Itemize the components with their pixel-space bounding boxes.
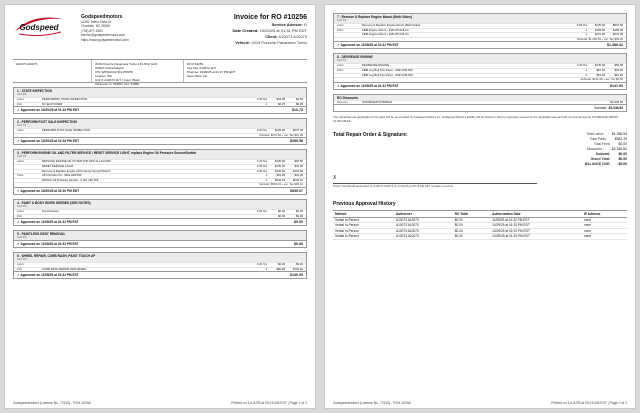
history-cell: none <box>582 217 627 222</box>
history-row <box>333 234 627 239</box>
history-cell: 10/29/25 at 01:33 PM EDT <box>490 223 582 228</box>
approval-status: ✓ Approved on 10/29/25 at 01:33 PM EDT <box>17 139 80 144</box>
history-cell: $0.00 <box>453 217 490 222</box>
page-footer <box>333 401 627 405</box>
job-line-item <box>14 102 306 107</box>
totals-row <box>537 162 627 167</box>
discount-row <box>334 100 626 105</box>
job-subtotal: Subtotal: $1,290.50 + est. Tax $99.92 <box>334 37 626 42</box>
totals-label: Total Parts: <box>589 136 607 141</box>
job-total: $130.00 <box>290 273 303 278</box>
line-type: Labor <box>17 159 25 164</box>
line-amount: $0.00 <box>296 208 303 213</box>
discount-amount: -$2,346.82 <box>609 99 623 104</box>
job-line-item <box>334 63 626 68</box>
line-description: API Oil Filter Kit - 9001.094/760 <box>42 174 82 178</box>
discount-desc: GODSPEED INTERNAL <box>362 100 393 104</box>
vehicle-label: Vehicle: <box>235 40 251 45</box>
line-quantity: 0.40 hrs <box>576 63 587 68</box>
job-title: 5 - PAINTLESS DENT REMOVAL <box>14 231 306 236</box>
line-description: DEGREASE ENGINE <box>362 64 390 68</box>
job-line-item <box>14 262 306 267</box>
footer-license: Godspeedmotors (License No. 72110) - RO# 10256 <box>333 401 411 405</box>
line-quantity: 1 <box>585 72 587 77</box>
totals-label: Total Labor: <box>586 131 604 136</box>
history-cell: A10073 A10073 <box>394 234 453 239</box>
line-type: Part <box>17 266 23 271</box>
approval-status: ✓ Approved on 10/29/25 at 01:33 PM EDT <box>17 108 80 113</box>
line-type: Part <box>17 101 23 106</box>
line-price: $135.00 <box>274 128 285 133</box>
job-approval-row <box>14 271 306 278</box>
job-line-item <box>334 23 626 28</box>
totals-value: $0.00 <box>618 161 627 166</box>
vehicle-line: Odometer In: 61859 | Out: 61859 <box>95 82 139 86</box>
line-type <box>17 179 42 183</box>
totals-signature <box>333 132 627 188</box>
created-label: Date Created: <box>232 28 259 33</box>
line-price: $6.25 <box>278 101 285 106</box>
invoice-header <box>5 5 315 51</box>
line-description: Remove & Replace Engine Mount (Both Sides) <box>362 24 421 27</box>
approval-status: ✓ Approved on 11/08/25 at 01:32 PM EST <box>337 43 399 48</box>
totals-heading: Total Repair Order & Signature: <box>333 131 408 138</box>
discounts-title: RO Discounts <box>334 95 626 100</box>
job-title: 4 - PAINT & BODY WORK NEEDED (SEE NOTES) <box>14 200 306 205</box>
vehicle-line: License: N/A <box>95 74 113 78</box>
job-box <box>13 118 307 145</box>
job-subtotal: Subtotal: $131.98 + est. Tax $9.55 <box>334 77 626 82</box>
approval-status: ✓ Approved on 11/08/25 at 01:32 PM EST <box>17 273 79 278</box>
line-description: Remove & Replace Engine Oil Pressure Sensor/Switch <box>42 169 111 173</box>
totals-value: $0.00 <box>618 151 627 156</box>
line-description: FEBI Lug Bolt Two-Piece - 9941.005.540 <box>362 73 413 77</box>
totals-table <box>537 132 627 188</box>
line-description: FEBI Engine Mount - 948.375.036 1G <box>362 33 409 37</box>
jobs-list-page-2 <box>325 13 635 90</box>
job-title: 8 - DEGREASE ENGINE <box>334 54 626 59</box>
job-tech: Tech P/S <box>14 236 306 240</box>
vehicle-line: 2015 Porsche Panamera Turbo 4.8L 8Cyl GAS <box>95 62 158 66</box>
job-line-item <box>14 267 306 272</box>
line-quantity: 0.01 hrs <box>256 208 267 213</box>
job-line-item <box>334 68 626 73</box>
approval-history <box>333 200 627 240</box>
line-amount: $34.29 <box>294 173 303 178</box>
line-description <box>42 263 253 267</box>
client-label: Client: <box>265 34 278 39</box>
line-amount: $4.69 <box>296 97 303 101</box>
line-type <box>337 33 362 37</box>
line-amount: $6.25 <box>296 101 303 106</box>
history-cell: Verbal In-Person <box>333 228 394 233</box>
line-quantity: 5.94 hrs <box>576 23 587 27</box>
line-quantity: 1 <box>265 101 267 106</box>
line-price: $135.00 <box>594 63 605 68</box>
job-line-item <box>14 214 306 219</box>
job-tech: Tech P/S <box>14 205 306 209</box>
history-cell: 11/08/25 at 01:32 PM EST <box>490 217 582 222</box>
job-line-item <box>14 97 306 102</box>
line-price: $15.49 <box>596 67 605 72</box>
line-description: RESET SERVICE LIGHT <box>42 164 74 168</box>
job-line-item <box>14 173 306 178</box>
job-tech: Tech T.S <box>14 124 306 128</box>
line-price: $245.19 <box>274 177 285 182</box>
customer-name: A10073 A10073 <box>16 62 38 66</box>
line-amount: $231.05 <box>612 32 623 37</box>
job-box <box>13 199 307 226</box>
line-description <box>42 215 253 219</box>
totals-value: $0.00 <box>618 141 627 146</box>
line-type: Labor <box>17 128 25 133</box>
totals-label: Total Fees: <box>593 141 611 146</box>
line-description: CURB RASH REPAIR PER WHEEL <box>42 267 87 271</box>
line-price: $135.00 <box>594 23 605 27</box>
advisor-value: R <box>304 22 307 27</box>
job-total: $289.58 <box>290 139 303 144</box>
discount-label: Discount <box>337 99 348 104</box>
history-header-row <box>333 210 627 217</box>
approval-status: ✓ Approved on 10/29/25 at 02:10 PM EDT <box>17 188 80 193</box>
job-box <box>13 230 307 248</box>
totals-value: $982.29 <box>614 136 627 141</box>
line-type <box>337 74 362 78</box>
history-cell: $0.00 <box>453 234 490 239</box>
line-type: Part <box>17 213 23 218</box>
totals-value: -$2,346.82 <box>610 146 627 151</box>
totals-value: $1,358.53 <box>611 131 627 136</box>
line-type: Parts <box>17 173 24 178</box>
invoice-page-1 <box>4 4 316 409</box>
ro-line: Save Parts: No <box>187 74 208 78</box>
line-description: PERFORM POST SALE INSPECTION <box>42 129 91 133</box>
line-type: Parts <box>337 67 344 72</box>
page-footer <box>13 401 307 405</box>
job-line-item <box>14 169 306 174</box>
job-title: 2 - PERFORM POST SALE INSPECTION <box>14 119 306 124</box>
history-column-header: Authorization Date <box>490 210 582 217</box>
vehicle-line: Unit #: A10073 11/7 | Color: Black <box>95 78 140 82</box>
line-amount: $40.50 <box>294 163 303 168</box>
warranty-disclaimer: The warranties are applicable for the parts will be as provided by Godspeed Motors Inc. Godspeed Motors's liability will be limited to what is expressly required by the applicable laws and will not extend beyond COVERAGE 12MOS 12,000 MILES. <box>333 115 618 123</box>
job-tech: Tech T.S <box>334 19 626 23</box>
line-price: $23.38 <box>276 97 285 101</box>
history-column-header: Authorizer <box>394 210 453 217</box>
line-amount: $183.95 <box>612 27 623 32</box>
ro-line: Promise: 10/29/25 at 01:37 PM EDT <box>187 70 236 74</box>
line-amount: $54.00 <box>614 63 623 68</box>
ro-line: Key Tag: A10073 11/7 <box>187 66 217 70</box>
job-tech: Tech P/S <box>14 258 306 262</box>
job-tech: Tech T.S <box>14 155 306 159</box>
created-value: 10/29/25 at 01:31 PM EDT <box>259 28 307 33</box>
history-cell: none <box>582 234 627 239</box>
job-subtotal: Subtotal: $270.00 + est. Tax $19.38 <box>14 133 306 138</box>
discount-subtotal-label: Subtotal: <box>594 106 607 111</box>
vehicle-cell <box>91 60 183 86</box>
job-total: $10.73 <box>292 108 303 113</box>
ro-line: RO # 10256 <box>187 62 204 66</box>
line-quantity: 1 <box>585 67 587 72</box>
history-column-header: IP Address <box>582 210 627 217</box>
history-cell: 10/29/25 at 02:10 PM EDT <box>490 228 582 233</box>
history-table <box>333 210 627 240</box>
invoice-title: Invoice for RO #10256 <box>233 14 307 21</box>
job-total: $0.00 <box>294 220 303 225</box>
job-box <box>333 13 627 49</box>
line-type: Labor <box>17 97 25 101</box>
approval-status: ✓ Approved on 11/08/25 at 01:32 PM EST <box>17 220 79 225</box>
history-cell: none <box>582 228 627 233</box>
line-type: Labor <box>337 23 345 27</box>
line-amount: $801.90 <box>612 23 623 27</box>
totals-value: $0.00 <box>618 156 627 161</box>
job-box <box>13 149 307 195</box>
line-amount: $15.49 <box>614 67 623 72</box>
totals-label: Discounts: <box>586 146 603 151</box>
job-tech: Tech P/S <box>14 93 306 97</box>
line-quantity: 2 <box>265 266 267 271</box>
line-price: $15.49 <box>596 72 605 77</box>
line-quantity <box>253 215 267 219</box>
jobs-list-page-1 <box>5 87 315 279</box>
line-description: REPLACE ENGINE OIL FILTER TOP OFF ALL FLUIDS <box>42 160 111 164</box>
totals-label: Subtotal: <box>595 151 611 156</box>
shop-phone: (704) 877-1500 <box>81 28 103 33</box>
discount-subtotal-value: -$2,346.82 <box>607 106 623 111</box>
line-price: $135.00 <box>274 163 285 168</box>
vehicle-value: 2015 Porsche Panamera Turbo <box>251 40 307 45</box>
job-total: $0.00 <box>294 242 303 247</box>
footer-printed: Printed on 11/11/25 at 09:15 AM EST | Page 2 of 2 <box>551 401 627 405</box>
job-line-item <box>14 209 306 214</box>
line-description: PERFORMNC STATE INSPECTION <box>42 98 88 101</box>
logo-text: Godspeed <box>19 23 59 32</box>
line-price: $34.29 <box>276 173 285 178</box>
job-box <box>13 252 307 279</box>
discount-subtotal-row <box>334 104 626 111</box>
job-total: $1,389.42 <box>607 43 623 48</box>
signature-note: Grand Total $0.00 authorized by A10073 A10073 on 11/11/25 at 09:15 AM EST verbally in-person <box>333 183 537 188</box>
history-heading: Previous Approval History <box>333 200 396 207</box>
shop-name: Godspeedmotors <box>81 14 123 20</box>
line-amount: $94.50 <box>294 159 303 164</box>
job-total: $141.53 <box>610 83 623 88</box>
job-box <box>333 53 627 89</box>
line-price: $65.00 <box>276 266 285 271</box>
shop-email[interactable]: service@godspeedmotors.com <box>81 33 125 38</box>
line-amount: $0.00 <box>296 213 303 218</box>
history-cell: none <box>582 223 627 228</box>
line-amount: $15.49 <box>614 72 623 77</box>
line-type: Labor <box>17 208 25 213</box>
totals-label: Grand Total: <box>590 156 611 161</box>
vehicle-line: VIN: WP0AC2A72FL078076 <box>95 70 133 74</box>
customer-cell <box>13 60 91 82</box>
job-subtotal: Subtotal: $503.63 + est. Tax $36.44 <box>14 182 306 187</box>
approval-status: ✓ Approved on 11/08/25 at 01:32 PM EST <box>337 83 399 88</box>
job-title: 3 - PERFORM ENGINE OIL AND FILTER SERVICE / RESET SERVICE LIGHT, replace Engine Oil Pressure Sensor/Switch <box>14 150 306 155</box>
history-cell: Verbal In-Person <box>333 217 394 222</box>
line-type: Labor <box>17 262 25 267</box>
footer-printed: Printed on 11/11/25 at 09:15 AM EST | Page 1 of 2 <box>231 401 307 405</box>
line-description: NC ELSTICKER <box>42 102 63 106</box>
history-column-header: RO Total <box>453 210 490 217</box>
job-approval-row <box>14 137 306 144</box>
history-cell: A10073 A10073 <box>394 217 453 222</box>
job-approval-row <box>14 240 306 247</box>
shop-address1: 11481 Talent Oaks Dr <box>81 20 112 24</box>
line-quantity: 0.01 hrs <box>256 262 267 267</box>
job-title: 6 - WHEEL REPAIR, CURB RASH, PAINT TOUCH UP <box>14 253 306 258</box>
line-quantity: 1 <box>585 32 587 37</box>
line-description: FEBI Lug Bolt Two-Piece - 9941.005.540 <box>362 68 413 72</box>
line-type <box>17 165 42 169</box>
line-description: Front bumper <box>42 209 59 213</box>
invoice-page-2 <box>324 4 636 409</box>
line-price: $183.95 <box>594 27 605 32</box>
signature-area <box>333 132 537 188</box>
line-description: BOSCH Oil Pressure Sender - 0 261 230 256 <box>42 178 99 182</box>
line-amount: $130.00 <box>292 266 303 271</box>
job-approval-row <box>334 41 626 48</box>
ro-cell <box>183 60 307 82</box>
shop-address2: Charlotte, NC 28269 <box>81 24 111 29</box>
job-approval-row <box>14 218 306 225</box>
line-price: $0.00 <box>278 262 285 267</box>
shop-info <box>81 14 129 42</box>
line-quantity: 0.70 hrs <box>256 159 267 164</box>
job-total: $539.07 <box>290 188 303 193</box>
history-cell: 10/29/25 at 01:33 PM EDT <box>490 234 582 239</box>
job-line-item <box>14 164 306 169</box>
godspeed-logo <box>13 15 65 39</box>
signature-x: X <box>333 174 337 181</box>
shop-website[interactable]: https://www.godspeedmotors.com <box>81 37 129 42</box>
line-quantity: 1 <box>585 27 587 32</box>
job-approval-row <box>14 106 306 113</box>
line-type: Labor <box>337 63 345 68</box>
advisor-label: Service Advisor: <box>271 22 303 27</box>
line-price: $231.05 <box>594 32 605 37</box>
job-title: 1 - STATE INSPECTION <box>14 88 306 93</box>
line-amount: $0.00 <box>296 262 303 267</box>
line-price: $0.00 <box>278 213 285 218</box>
job-title: 7 - Remove & Replace Engine Mount (Both Sides) <box>334 14 626 19</box>
line-type: Parts <box>337 27 344 32</box>
client-value: A10073 A10073 <box>278 34 307 39</box>
line-quantity: 1 <box>265 177 267 182</box>
footer-license: Godspeedmotors (License No. 72110) - RO# 10256 <box>13 401 91 405</box>
job-box <box>13 87 307 114</box>
line-description: FEBI Engine Mount - 948.375.018.1G <box>362 28 409 32</box>
job-approval-row <box>334 82 626 89</box>
history-cell: $0.00 <box>453 223 490 228</box>
invoice-meta <box>232 13 307 46</box>
job-tech: Tech T.S <box>334 59 626 63</box>
line-quantity: 0.30 hrs <box>256 163 267 168</box>
line-quantity: 0.93 hrs <box>256 168 267 173</box>
history-cell: $0.00 <box>453 228 490 233</box>
history-cell: A10073 A10073 <box>394 228 453 233</box>
line-quantity: 0.30 hrs <box>256 97 267 101</box>
line-price: $0.00 <box>278 208 285 213</box>
line-amount: $245.19 <box>292 177 303 182</box>
customer-vehicle-info <box>13 59 307 86</box>
line-amount: $270.00 <box>292 128 303 133</box>
job-line-item <box>334 28 626 33</box>
approval-status: ✓ Approved on 11/08/25 at 01:32 PM EST <box>17 242 79 247</box>
history-cell: Verbal In-Person <box>333 223 394 228</box>
totals-label: BALANCE DUE: <box>584 161 611 166</box>
job-approval-row <box>14 187 306 194</box>
history-cell: Verbal In-Person <box>333 234 394 239</box>
line-quantity: 1 <box>265 173 267 178</box>
history-column-header: Method <box>333 210 394 217</box>
history-cell: A10073 A10073 <box>394 223 453 228</box>
discounts-box <box>333 94 627 113</box>
line-quantity: 2.00 hrs <box>256 128 267 133</box>
vehicle-line: OWNA Turbocharged <box>95 66 124 70</box>
line-price: $135.00 <box>274 168 285 173</box>
line-price: $135.00 <box>274 159 285 164</box>
line-amount: $133.65 <box>292 168 303 173</box>
